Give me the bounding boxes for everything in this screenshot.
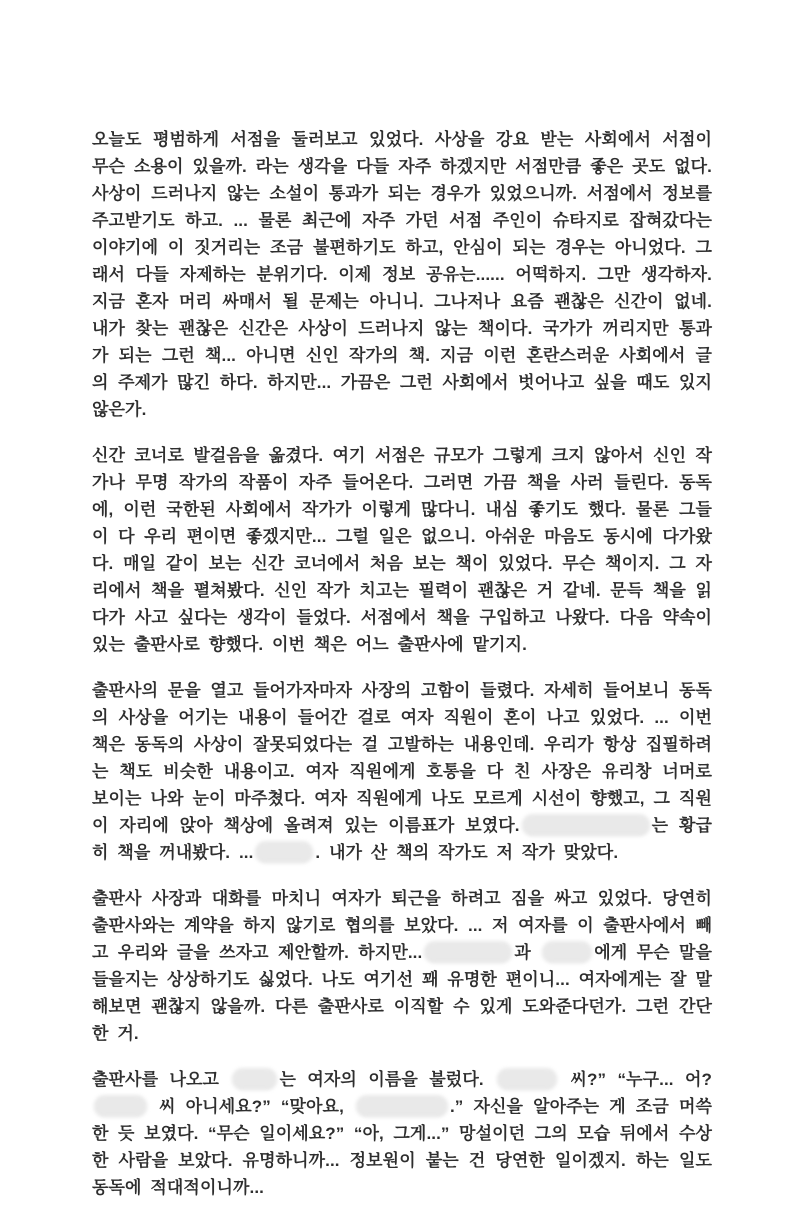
- paragraph: [92, 1066, 712, 1201]
- redaction-blur: [497, 1068, 557, 1089]
- text-run: 씨 아니세요?” “맞아요,: [149, 1097, 354, 1116]
- text-run: . 내가 산 책의 작가도 저 작가 맞았다.: [315, 843, 619, 862]
- text-run: 오늘도 평범하게 서점을 둘러보고 있었다. 사상을 강요 받는 사회에서 서점이 무슨 소용이 있을까. 라는 생각을 다들 자주 하겠지만 서점만큼 좋은 곳도 없다. 사상이 드러나지 않는 소설이 통과가 되는 경우가 있었으니까. 서점에서 정보를 주고받기도 하고. ... 물론 최근에 자주 가던 서점 주인이 슈타지로 잡혀갔다는 이야기에 이 짓거리는 조금 불편하기도 하고, 안심이 되는 경우는 아니었다. 그래서 다들 자제하는 분위기다. 이제 정보 공유는...... 어떡하지. 그만 생각하자. 지금 혼자 머리 싸매서 될 문제는 아니니. 그나저나 요즘 괜찮은 신간이 없네. 내가 찾는 괜찮은 신간은 사상이 드러나지 않는 책이다. 국가가 꺼리지만 통과가 되는 그런 책... 아니면 신인 작가의 책. 지금 이런 혼란스러운 사회에서 글의 주제가 많긴 하다. 하지만... 가끔은 그런 사회에서 벗어나고 싶을 때도 있지 않은가.: [92, 130, 713, 419]
- redaction-blur: [522, 814, 650, 835]
- text-run: 신간 코너로 발걸음을 옮겼다. 여기 서점은 규모가 그렇게 크지 않아서 신인 작가나 무명 작가의 작품이 자주 들어온다. 그러면 가끔 책을 사러 들린다. 동독에, 이런 국한된 사회에서 작가가 이렇게 많다니. 내심 좋기도 했다. 물론 그들이 다 우리 편이면 좋겠지만... 그럴 일은 없으니. 아쉬운 마음도 동시에 다가왔다. 매일 같이 보는 신간 코너에서 처음 보는 책이 있었다. 무슨 책이지. 그 자리에서 책을 펼쳐봤다. 신인 작가 치고는 필력이 괜찮은 거 같네. 문득 책을 읽다가 사고 싶다는 생각이 들었다. 서점에서 책을 구입하고 나왔다. 다음 약속이 있는 출판사로 향했다. 이번 책은 어느 출판사에 맡기지.: [92, 446, 712, 654]
- redaction-blur: [356, 1095, 448, 1116]
- redaction-blur: [424, 941, 512, 962]
- paragraph: [92, 442, 712, 658]
- redaction-blur: [542, 941, 592, 962]
- text-run: 출판사의 문을 열고 들어가자마자 사장의 고함이 들렸다. 자세히 들어보니 동독의 사상을 어기는 내용이 들어간 걸로 여자 직원이 혼이 나고 있었다. ... 이번 책은 동독의 사상이 잘못되었다는 걸 고발하는 내용인데. 우리가 항상 집필하려는 책도 비슷한 내용이고. 여자 직원에게 호통을 다 친 사장은 유리창 너머로 보이는 나와 눈이 마주쳤다. 여자 직원에게 나도 모르게 시선이 향했고, 그 직원이 자리에 앉아 책상에 올려져 있는 이름표가 보였다.: [92, 681, 712, 835]
- text-run: 출판사 사장과 대화를 마치니 여자가 퇴근을 하려고 짐을 싸고 있었다. 당연히 출판사와는 계약을 하지 않기로 협의를 보았다. ... 저 여자를 이 출판사에서 빼고 우리와 글을 쓰자고 제안할까. 하지만...: [92, 889, 712, 962]
- redaction-blur: [94, 1095, 147, 1116]
- text-run: 는 여자의 이름을 불렀다.: [279, 1070, 496, 1089]
- text-run: 출판사를 나오고: [92, 1070, 231, 1089]
- paragraph: [92, 677, 712, 866]
- paragraph: [92, 885, 712, 1047]
- text-run: 과: [514, 943, 541, 962]
- document-body: [92, 126, 712, 1220]
- paragraph: [92, 126, 712, 423]
- text-run: 에게 무슨 말을 들을지는 상상하기도 싫었다. 나도 여기선 꽤 유명한 편이니... 여자에게는 잘 말해보면 괜찮지 않을까. 다른 출판사로 이직할 수 있게 도와준다던가. 그런 간단한 거.: [92, 943, 712, 1043]
- text-run: 는 황급히 책을 꺼내봤다. ...: [92, 816, 713, 862]
- redaction-blur: [232, 1068, 277, 1089]
- text-run: 씨?” “누구... 어?: [559, 1070, 712, 1089]
- text-run: .” 자신을 알아주는 게 조금 머쓱한 듯 보였다. “무슨 일이세요?” “아, 그게...” 망설이던 그의 모습 뒤에서 수상한 사람을 보았다. 유명하니까... 정보원이 붙는 건 당연한 일이겠지. 하는 일도 동독에 적대적이니까...: [92, 1097, 712, 1197]
- redaction-blur: [255, 841, 313, 862]
